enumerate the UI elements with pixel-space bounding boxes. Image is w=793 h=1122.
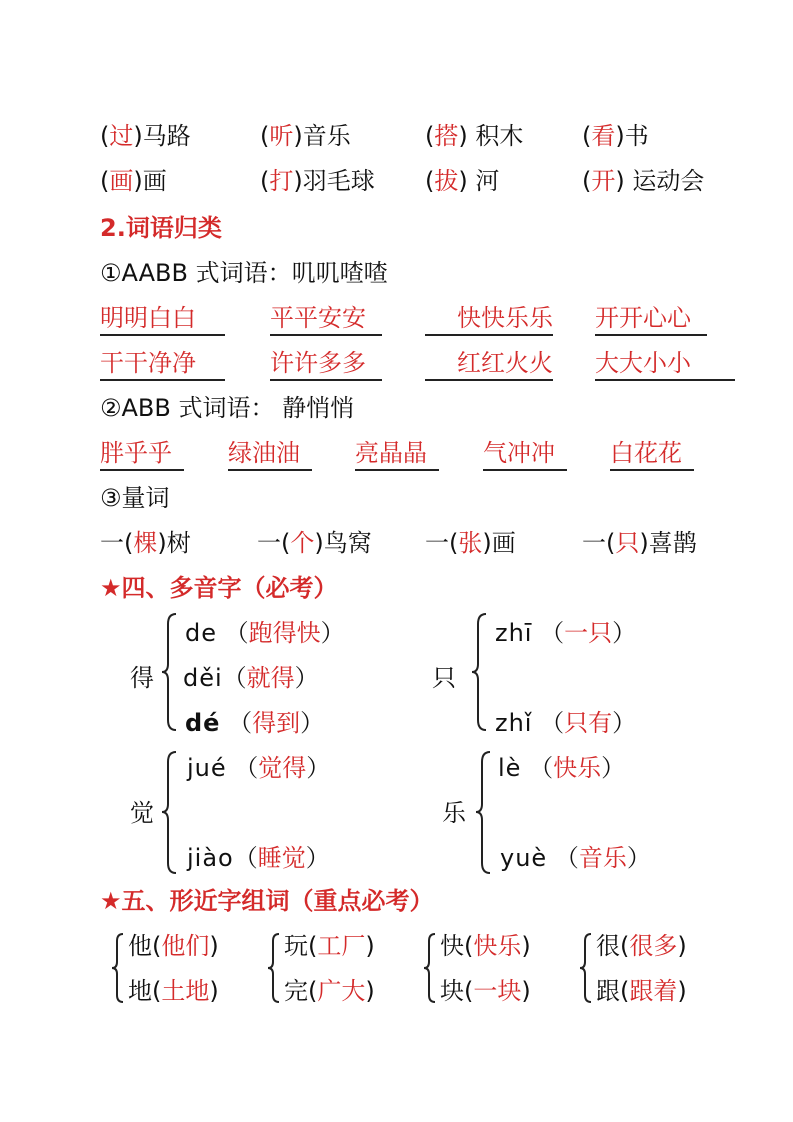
aabb-word: 干干净净 [100, 347, 225, 381]
answer: 搭 [434, 122, 459, 150]
abb-heading [100, 392, 354, 424]
brace-icon [422, 932, 438, 1004]
answer: 画 [109, 167, 134, 195]
similar-char-item: 完(广大) [284, 977, 375, 1005]
answer: 睡觉 [257, 844, 306, 872]
char: 地 [128, 977, 152, 1005]
polyphone-char: 得 [130, 664, 154, 692]
answer: 过 [109, 122, 134, 150]
similar-char-item: 他(他们) [128, 932, 219, 960]
char: 很 [596, 932, 620, 960]
pinyin-item: děi（就得） [183, 664, 319, 692]
aabb-word: 明明白白 [100, 302, 225, 336]
measure-word-phrase: 一(只)喜鹊 [582, 529, 697, 557]
abb-word: 气冲冲 [483, 437, 567, 471]
char: 跟 [596, 977, 620, 1005]
verb-phrase: (听)音乐 [260, 122, 351, 150]
brace-icon [578, 932, 594, 1004]
answer: 他们 [161, 932, 210, 960]
noun: 喜鹊 [648, 529, 697, 557]
pinyin-item: lè （快乐） [498, 754, 626, 782]
pinyin: lè [498, 754, 522, 782]
abb-word: 白花花 [610, 437, 694, 471]
char: 快 [440, 932, 464, 960]
similar-char-item: 地(土地) [128, 977, 219, 1005]
char: 完 [284, 977, 308, 1005]
abb-word: 亮晶晶 [355, 437, 439, 471]
pinyin-item: dé （得到） [185, 709, 325, 737]
verb-phrase: (过)马路 [100, 122, 191, 150]
brace-icon [160, 612, 180, 732]
answer: 跟着 [629, 977, 678, 1005]
answer: 快乐 [553, 754, 602, 782]
answer: 拔 [434, 167, 459, 195]
prefix: 一 [257, 529, 281, 557]
aabb-word: 许许多多 [270, 347, 382, 381]
answer: 就得 [246, 664, 295, 692]
answer: 觉得 [258, 754, 307, 782]
answer: 快乐 [473, 932, 522, 960]
noun: 树 [166, 529, 191, 557]
pinyin: jué [187, 754, 227, 782]
phrase-word: 积木 [475, 122, 524, 150]
pinyin: jiào [187, 844, 234, 872]
answer: 张 [458, 529, 483, 557]
pinyin: yuè [500, 844, 548, 872]
verb-phrase: (看)书 [582, 122, 649, 150]
similar-char-item: 很(很多) [596, 932, 687, 960]
polyphone-char: 乐 [442, 799, 466, 827]
brace-icon [110, 932, 126, 1004]
verb-phrase: (拔) 河 [425, 167, 500, 195]
char: 他 [128, 932, 152, 960]
abb-word: 胖乎乎 [100, 437, 184, 471]
similar-char-item: 玩(工厂) [284, 932, 375, 960]
answer: 看 [591, 122, 616, 150]
polyphone-char: 只 [432, 664, 456, 692]
similar-char-item: 快(快乐) [440, 932, 531, 960]
pinyin-item: jiào（睡觉） [187, 844, 330, 872]
answer: 只 [615, 529, 640, 557]
pinyin: de [185, 619, 217, 647]
answer: 棵 [133, 529, 158, 557]
verb-phrase: (开) 运动会 [582, 167, 705, 195]
aabb-word: 开开心心 [595, 302, 707, 336]
brace-icon [266, 932, 282, 1004]
answer: 只有 [564, 709, 613, 737]
pinyin-item: zhǐ （只有） [495, 709, 637, 737]
verb-phrase: (画)画 [100, 167, 167, 195]
aabb-label: ①AABB 式词语： [100, 259, 292, 287]
prefix: 一 [582, 529, 606, 557]
measure-word-phrase: 一(棵)树 [100, 529, 191, 557]
aabb-word: 快快乐乐 [425, 302, 553, 336]
pinyin-item: de （跑得快） [185, 619, 345, 647]
pinyin-item: jué （觉得） [187, 754, 331, 782]
verb-phrase: (打)羽毛球 [260, 167, 375, 195]
similar-char-item: 跟(跟着) [596, 977, 687, 1005]
brace-icon [470, 612, 490, 732]
phrase-word: 画 [142, 167, 167, 195]
abb-example: 静悄悄 [282, 394, 355, 422]
answer: 土地 [161, 977, 210, 1005]
pinyin-item: yuè （音乐） [500, 844, 651, 872]
section-title: ★五、形近字组词（重点必考） [100, 887, 434, 915]
answer: 个 [290, 529, 315, 557]
abb-label: ②ABB 式词语： [100, 394, 275, 422]
pinyin: dé [185, 709, 221, 737]
answer: 听 [269, 122, 294, 150]
phrase-word: 羽毛球 [302, 167, 375, 195]
answer: 跑得快 [248, 619, 321, 647]
answer: 一只 [564, 619, 613, 647]
phrase-word: 河 [475, 167, 500, 195]
answer: 工厂 [317, 932, 366, 960]
pinyin-item: zhī （一只） [495, 619, 637, 647]
brace-icon [474, 750, 494, 875]
pinyin: zhī [495, 619, 533, 647]
phrase-word: 书 [624, 122, 649, 150]
char: 块 [440, 977, 464, 1005]
answer: 开 [591, 167, 616, 195]
answer: 很多 [629, 932, 678, 960]
answer: 得到 [252, 709, 301, 737]
phrase-word: 音乐 [302, 122, 351, 150]
noun: 鸟窝 [323, 529, 372, 557]
answer: 音乐 [578, 844, 627, 872]
noun: 画 [491, 529, 516, 557]
phrase-word: 马路 [142, 122, 191, 150]
phrase-word: 运动会 [632, 167, 705, 195]
polyphone-char: 觉 [130, 799, 154, 827]
verb-phrase: (搭) 积木 [425, 122, 524, 150]
prefix: 一 [425, 529, 449, 557]
answer: 一块 [473, 977, 522, 1005]
aabb-example: 叽叽喳喳 [291, 259, 388, 287]
answer: 打 [269, 167, 294, 195]
pinyin: děi [183, 664, 223, 692]
aabb-word: 大大小小 [595, 347, 735, 381]
section-title: ★四、多音字（必考） [100, 574, 338, 602]
aabb-heading [100, 257, 388, 289]
measure-word-phrase: 一(张)画 [425, 529, 516, 557]
aabb-word: 平平安安 [270, 302, 382, 336]
char: 玩 [284, 932, 308, 960]
section-title: 2.词语归类 [100, 214, 222, 242]
measure-word-phrase: 一(个)鸟窝 [257, 529, 372, 557]
measure-word-label: ③量词 [100, 484, 170, 512]
pinyin: zhǐ [495, 709, 533, 737]
answer: 广大 [317, 977, 366, 1005]
prefix: 一 [100, 529, 124, 557]
similar-char-item: 块(一块) [440, 977, 531, 1005]
aabb-word: 红红火火 [425, 347, 553, 381]
brace-icon [160, 750, 180, 875]
abb-word: 绿油油 [228, 437, 312, 471]
